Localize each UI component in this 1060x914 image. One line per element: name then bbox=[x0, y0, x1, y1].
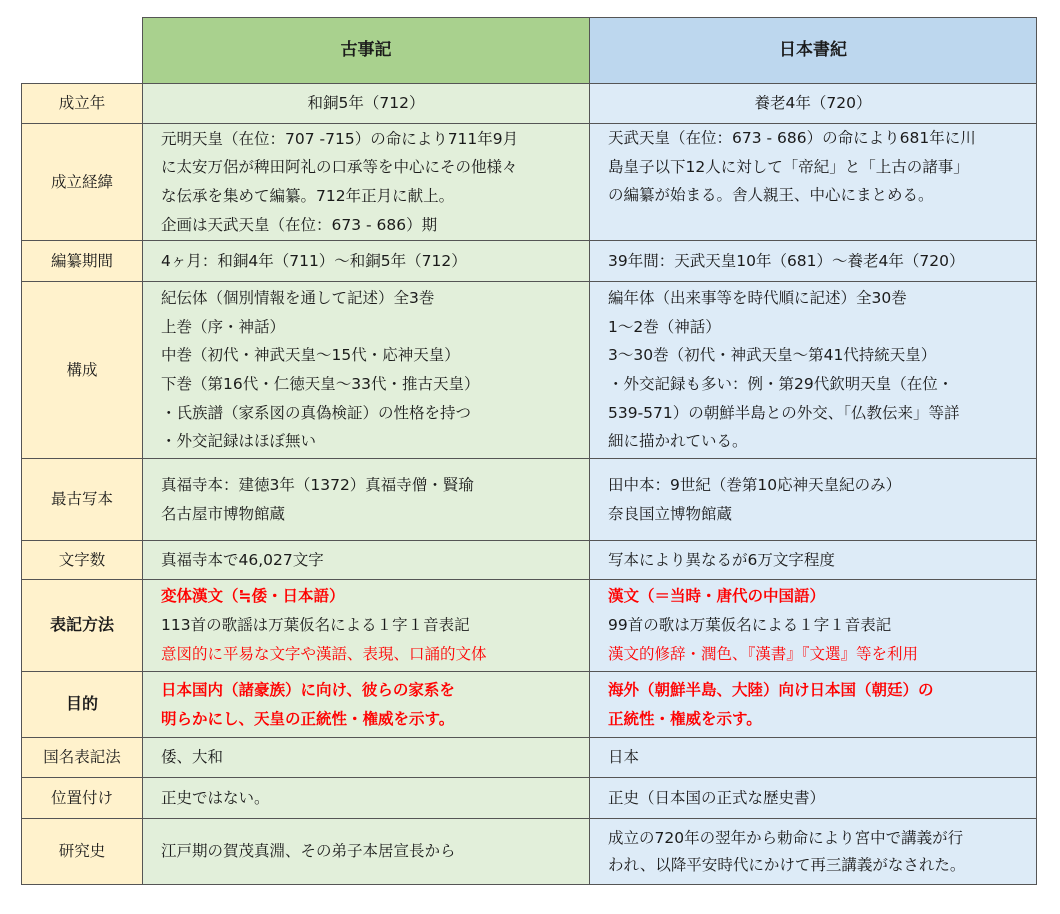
text-line: ・外交記録も多い：例・第29代欽明天皇（在位・ bbox=[608, 375, 954, 393]
row-research-history bbox=[22, 819, 1037, 885]
text-line: 意図的に平易な文字や漢語、表現、口誦的文体 bbox=[161, 644, 487, 663]
row-character-count bbox=[22, 541, 1037, 580]
row-writing-style bbox=[22, 580, 1037, 672]
text-line: 539-571）の朝鮮半島との外交、「仏教伝来」等詳 bbox=[608, 403, 960, 422]
nihonshoki-cell bbox=[590, 819, 1037, 885]
text-line: 正史ではない。 bbox=[161, 788, 270, 807]
text-line: 元明天皇（在位：707 -715）の命により711年9月 bbox=[161, 129, 519, 148]
row-label: 位置付け bbox=[22, 778, 143, 819]
kojiki-cell bbox=[143, 282, 590, 459]
row-label: 目的 bbox=[22, 672, 143, 738]
text-line: 39年間：天武天皇10年（681）～養老4年（720） bbox=[608, 251, 965, 270]
row-label: 構成 bbox=[22, 282, 143, 459]
text-line: 成立の720年の翌年から勅命により宮中で講義が行 bbox=[608, 828, 964, 847]
text-line: 上巻（序・神話） bbox=[161, 317, 286, 336]
row-structure bbox=[22, 282, 1037, 459]
kojiki-cell bbox=[143, 778, 590, 819]
row-label: 最古写本 bbox=[22, 459, 143, 541]
text-line: 変体漢文（≒倭・日本語） bbox=[161, 587, 345, 606]
kojiki-cell bbox=[143, 241, 590, 282]
header-kojiki: 古事記 bbox=[143, 18, 590, 84]
text-line: 和銅5年（712） bbox=[307, 94, 425, 113]
row-period bbox=[22, 241, 1037, 282]
text-line: 写本により異なるが6万文字程度 bbox=[608, 550, 835, 569]
row-background bbox=[22, 124, 1037, 241]
text-line: 明らかにし、天皇の正統性・権威を示す。 bbox=[161, 709, 455, 728]
corner-cell bbox=[22, 18, 143, 84]
text-line: 下巻（第16代・仁徳天皇～33代・推古天皇） bbox=[161, 375, 480, 393]
text-line: 海外（朝鮮半島、大陸）向け日本国（朝廷）の bbox=[608, 680, 934, 699]
text-line: 日本 bbox=[608, 748, 640, 767]
text-line: 日本国内（諸豪族）に向け、彼らの家系を bbox=[161, 680, 455, 699]
row-label: 成立経緯 bbox=[22, 124, 143, 241]
kojiki-cell bbox=[143, 541, 590, 580]
text-line: 名古屋市博物館蔵 bbox=[161, 504, 286, 523]
row-country-name bbox=[22, 738, 1037, 778]
text-line: 編年体（出来事等を時代順に記述）全30巻 bbox=[608, 288, 907, 307]
text-line: 真福寺本：建徳3年（1372）真福寺僧・賢瑜 bbox=[161, 475, 474, 494]
text-line: 1～2巻（神話） bbox=[608, 317, 721, 336]
header-nihonshoki: 日本書紀 bbox=[590, 18, 1037, 84]
text-line: 3～30巻（初代・神武天皇～第41代持統天皇） bbox=[608, 346, 937, 365]
text-line: 113首の歌謡は万葉仮名による１字１音表記 bbox=[161, 616, 470, 635]
nihonshoki-cell bbox=[590, 241, 1037, 282]
text-line: 島皇子以下12人に対して「帝紀」と「上古の諸事」 bbox=[608, 157, 969, 176]
row-purpose bbox=[22, 672, 1037, 738]
kojiki-cell bbox=[143, 819, 590, 885]
kojiki-cell bbox=[143, 672, 590, 738]
text-line: 細に描かれている。 bbox=[608, 432, 748, 451]
text-line: ・外交記録はほぼ無い bbox=[161, 432, 317, 451]
text-line: 漢文（＝当時・唐代の中国語） bbox=[608, 587, 826, 606]
kojiki-cell bbox=[143, 124, 590, 241]
kojiki-cell bbox=[143, 84, 590, 124]
comparison-table bbox=[21, 17, 1037, 885]
text-line: われ、以降平安時代にかけて再三講義がなされた。 bbox=[608, 855, 966, 874]
nihonshoki-cell bbox=[590, 124, 1037, 241]
text-line: 正統性・権威を示す。 bbox=[608, 709, 762, 728]
nihonshoki-cell bbox=[590, 672, 1037, 738]
text-line: 中巻（初代・神武天皇～15代・応神天皇） bbox=[161, 346, 460, 365]
text-line: 紀伝体（個別情報を通して記述）全3巻 bbox=[161, 288, 435, 307]
row-label: 研究史 bbox=[22, 819, 143, 885]
text-line: 真福寺本で46,027文字 bbox=[161, 550, 324, 569]
text-line: 漢文的修辞・潤色、『漢書』『文選』等を利用 bbox=[608, 644, 919, 663]
text-line: 天武天皇（在位：673 - 686）の命により681年に川 bbox=[608, 129, 976, 147]
text-line: ・氏族譜（家系図の真偽検証）の性格を持つ bbox=[161, 403, 472, 422]
text-line: な伝承を集めて編纂。712年正月に献上。 bbox=[161, 187, 455, 205]
text-line: に太安万侶が稗田阿礼の口承等を中心にその他様々 bbox=[161, 158, 518, 177]
nihonshoki-cell bbox=[590, 282, 1037, 459]
row-year bbox=[22, 84, 1037, 124]
text-line: 企画は天武天皇（在位：673 - 686）期 bbox=[161, 215, 438, 234]
row-label: 成立年 bbox=[22, 84, 143, 124]
text-line: 4ヶ月：和銅4年（711）～和銅5年（712） bbox=[161, 251, 467, 270]
row-label: 文字数 bbox=[22, 541, 143, 580]
text-line: 正史（日本国の正式な歴史書） bbox=[608, 788, 826, 807]
kojiki-cell bbox=[143, 459, 590, 541]
nihonshoki-cell bbox=[590, 778, 1037, 819]
text-line: 99首の歌は万葉仮名による１字１音表記 bbox=[608, 616, 892, 635]
nihonshoki-cell bbox=[590, 580, 1037, 672]
text-line: 養老4年（720） bbox=[754, 94, 872, 113]
nihonshoki-cell bbox=[590, 84, 1037, 124]
text-line: の編纂が始まる。舎人親王、中心にまとめる。 bbox=[608, 186, 934, 205]
kojiki-cell bbox=[143, 738, 590, 778]
row-status bbox=[22, 778, 1037, 819]
row-label: 表記方法 bbox=[22, 580, 143, 672]
text-line: 江戸期の賀茂真淵、その弟子本居宣長から bbox=[161, 842, 456, 861]
nihonshoki-cell bbox=[590, 738, 1037, 778]
nihonshoki-cell bbox=[590, 541, 1037, 580]
row-label: 編纂期間 bbox=[22, 241, 143, 282]
row-oldest-manuscript bbox=[22, 459, 1037, 541]
text-line: 田中本：9世紀（巻第10応神天皇紀のみ） bbox=[608, 475, 902, 494]
row-label: 国名表記法 bbox=[22, 738, 143, 778]
nihonshoki-cell bbox=[590, 459, 1037, 541]
text-line: 倭、大和 bbox=[161, 748, 224, 767]
kojiki-cell bbox=[143, 580, 590, 672]
text-line: 奈良国立博物館蔵 bbox=[608, 504, 733, 523]
